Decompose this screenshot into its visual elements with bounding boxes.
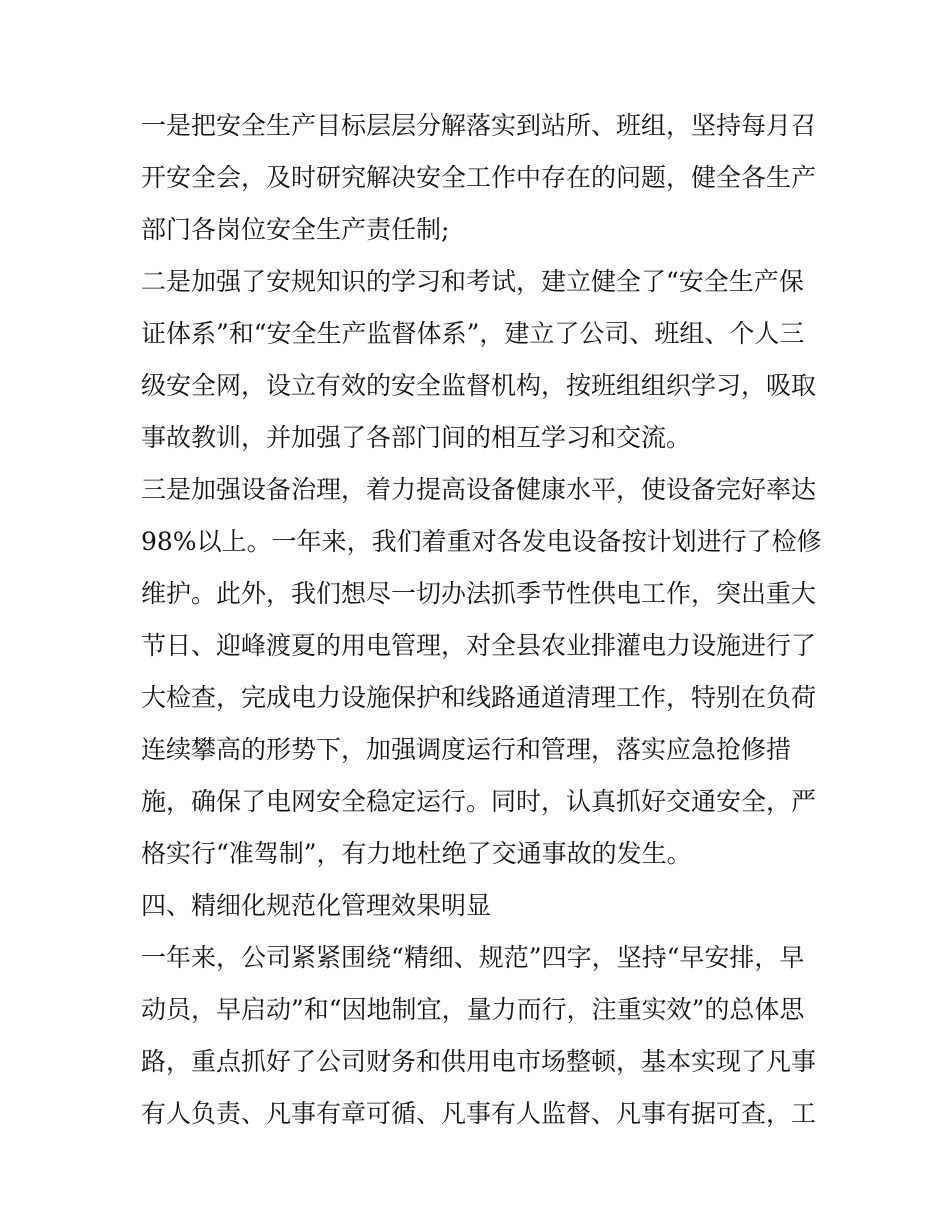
text-line-14: 施，确保了电网安全稳定运行。同时，认真抓好交通安全，严 xyxy=(141,787,817,816)
text-line-6: 级安全网，设立有效的安全监督机构，按班组组织学习，吸取 xyxy=(141,371,817,400)
text-line-18: 动员，早启动”和“因地制宜，量力而行，注重实效”的总体思 xyxy=(141,995,805,1024)
text-line-8: 三是加强设备治理，着力提高设备健康水平，使设备完好率达 xyxy=(141,475,817,504)
text-line-4: 二是加强了安规知识的学习和考试，建立健全了“安全生产保 xyxy=(141,267,804,296)
text-line-12: 大检查，完成电力设施保护和线路通道清理工作，特别在负荷 xyxy=(141,683,817,712)
text-line-5: 证体系”和“安全生产监督体系”，建立了公司、班组、个人三 xyxy=(141,319,805,348)
text-line-20: 有人负责、凡事有章可循、凡事有人监督、凡事有据可查，工 xyxy=(141,1099,817,1128)
text-line-2: 开安全会，及时研究解决安全工作中存在的问题，健全各生产 xyxy=(141,163,817,192)
text-line-1: 一是把安全生产目标层层分解落实到站所、班组，坚持每月召 xyxy=(141,111,817,140)
text-line-13: 连续攀高的形势下，加强调度运行和管理，落实应急抢修措 xyxy=(141,735,792,764)
text-line-11: 节日、迎峰渡夏的用电管理，对全县农业排灌电力设施进行了 xyxy=(141,631,817,660)
text-line-17: 一年来，公司紧紧围绕“精细、规范”四字，坚持“早安排，早 xyxy=(141,943,805,972)
document-body xyxy=(141,100,821,1140)
text-line-19: 路，重点抓好了公司财务和供用电市场整顿，基本实现了凡事 xyxy=(141,1047,817,1076)
section-heading: 四、精细化规范化管理效果明显 xyxy=(141,891,492,920)
text-line-9: 98%以上。一年来，我们着重对各发电设备按计划进行了检修 xyxy=(141,527,822,556)
text-line-15: 格实行“准驾制”，有力地杜绝了交通事故的发生。 xyxy=(141,839,692,868)
text-line-3: 部门各岗位安全生产责任制; xyxy=(141,215,450,244)
text-line-7: 事故教训，并加强了各部门间的相互学习和交流。 xyxy=(141,423,692,452)
text-line-10: 维护。此外，我们想尽一切办法抓季节性供电工作，突出重大 xyxy=(141,579,817,608)
